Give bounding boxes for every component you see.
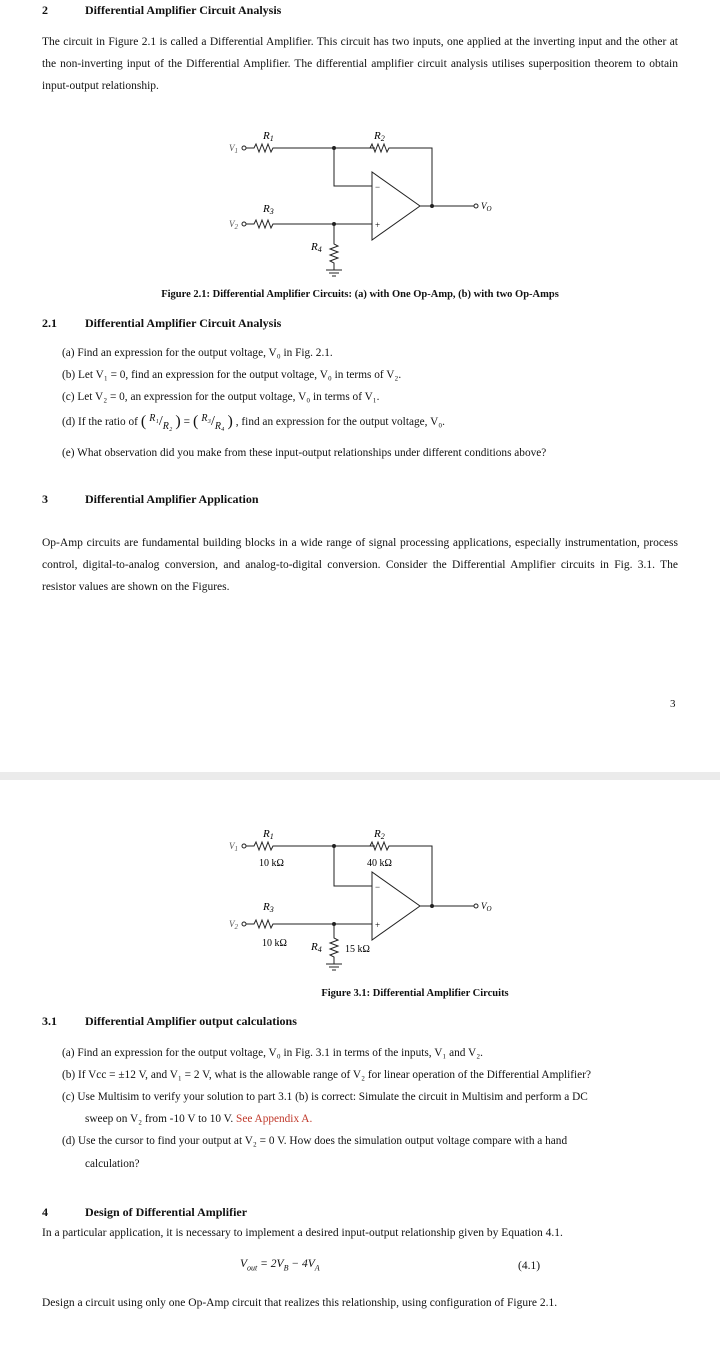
svg-text:10 kΩ: 10 kΩ xyxy=(259,858,284,869)
svg-text:R3: R3 xyxy=(263,901,274,914)
section-4-paragraph: In a particular application, it is necessary to implement a desired input-output relationship given by Equation 4.1. xyxy=(42,1227,563,1239)
svg-text:R2: R2 xyxy=(374,828,385,841)
svg-text:VO: $V_O$ xyxy=(481,901,492,913)
svg-text:V2: $V_2$ xyxy=(229,219,238,231)
question-b: (b) Let V₁ = 0, find an expression for the output voltage, V₀ in terms of V₂. xyxy=(62,369,402,381)
r1-resistor xyxy=(246,842,375,850)
svg-text:V1: $V_1$ xyxy=(229,143,238,155)
svg-text:R4: R4 xyxy=(311,941,322,954)
r2-resistor xyxy=(370,144,432,206)
section-title: Differential Amplifier Application xyxy=(85,492,259,506)
question-a: (a) Find an expression for the output voltage, V₀ in Fig. 2.1. xyxy=(62,347,333,359)
question-d-prefix: (d) If the ratio of xyxy=(62,416,138,428)
question-d-suffix: , find an expression for the output voltage, V₀. xyxy=(235,416,445,428)
question-d: (d) If the ratio of ( R₁ / R₂ ) = ( R₃ / R₄ ) , find an expression for the output voltage, V₀. xyxy=(62,412,445,432)
svg-text:R1: R1 xyxy=(263,828,274,841)
v1-terminal xyxy=(242,844,246,848)
ratio-r1-r2: R₁ / R₂ xyxy=(149,412,173,432)
subsection-title: Differential Amplifier output calculations xyxy=(85,1014,297,1028)
subsection-title: Differential Amplifier Circuit Analysis xyxy=(85,316,282,330)
figure-3-1-circuit xyxy=(0,820,720,990)
svg-text:R2: R2 xyxy=(374,130,385,143)
svg-text:R3: R3 xyxy=(263,203,274,216)
svg-text:VO: $V_O$ xyxy=(481,201,492,213)
v2-terminal xyxy=(242,222,246,226)
r2-resistor xyxy=(370,842,432,906)
svg-text:V1: $V_1$ xyxy=(229,841,238,853)
figure-caption: Figure 2.1: Differential Amplifier Circuits: (a) with One Op-Amp, (b) with two Op-Amps xyxy=(161,289,559,300)
equation-4-1: $V_{out} = 2V_B - 4V_A$ xyxy=(240,1258,320,1273)
figure-caption: Figure 3.1: Differential Amplifier Circuits xyxy=(321,988,509,999)
document-page-2 xyxy=(0,780,720,1352)
section-number: 2 xyxy=(42,3,48,17)
section-4-design-text: Design a circuit using only one Op-Amp circuit that realizes this relationship, using configuration of Figure 2.1. xyxy=(42,1297,558,1309)
figure-2-1-circuit xyxy=(0,110,720,285)
vo-terminal xyxy=(474,204,478,208)
intro-paragraph: The circuit in Figure 2.1 is called a Differential Amplifier. This circuit has two inputs, one applied at the inverting input and the other at the non-inverting input of the Differential Amplifier. The differential amplifier circuit analysis utilises superposition theorem to obtain input-output relationship. xyxy=(42,36,678,92)
section-number: 4 xyxy=(42,1205,48,1219)
r3-resistor xyxy=(246,220,372,228)
r1-resistor xyxy=(246,144,375,152)
ratio-r3-r4: R₃ / R₄ xyxy=(201,412,225,432)
vo-terminal xyxy=(474,904,478,908)
subsection-number: 3.1 xyxy=(42,1014,57,1028)
svg-text:V2: $V_2$ xyxy=(229,919,238,931)
section-title: Design of Differential Amplifier xyxy=(85,1205,248,1219)
r4-resistor xyxy=(330,224,338,270)
v1-terminal xyxy=(242,146,246,150)
v2-terminal xyxy=(242,922,246,926)
question-c-line-2: sweep on V₂ from -10 V to 10 V. See Appendix A. xyxy=(85,1113,313,1125)
question-c-line-1: (c) Use Multisim to verify your solution to part 3.1 (b) is correct: Simulate the circuit in Multisim and perform a DC xyxy=(62,1091,588,1103)
svg-text:R4: R4 xyxy=(311,241,322,254)
question-e: (e) What observation did you make from these input-output relationships under different conditions above? xyxy=(62,447,547,459)
svg-text:10 kΩ: 10 kΩ xyxy=(262,938,287,949)
section-3-paragraph: Op-Amp circuits are fundamental building blocks in a wide range of signal processing applications, especially instrumentation, process control, digital-to-analog conversion, and analog-to-digital conversion. Consider the Differential Amplifier circuits in Fig. 3.1. The resistor values are shown on the Figures. xyxy=(42,537,678,593)
page-number: 3 xyxy=(670,698,676,710)
r4-resistor xyxy=(330,924,338,964)
section-number: 3 xyxy=(42,492,48,506)
question-d-line-1: (d) Use the cursor to find your output at V₂ = 0 V. How does the simulation output voltage compare with a hand xyxy=(62,1135,568,1147)
question-d-line-2: calculation? xyxy=(85,1158,140,1170)
question-c: (c) Let V₂ = 0, an expression for the output voltage, V₀ in terms of V₁. xyxy=(62,391,380,403)
svg-text:15 kΩ: 15 kΩ xyxy=(345,944,370,955)
svg-text:R1: R1 xyxy=(263,130,274,143)
ground-symbol xyxy=(326,270,342,276)
question-a: (a) Find an expression for the output voltage, V₀ in Fig. 3.1 in terms of the inputs, V₁ and V₂. xyxy=(62,1047,483,1059)
section-title: Differential Amplifier Circuit Analysis xyxy=(85,3,282,17)
subsection-number: 2.1 xyxy=(42,316,57,330)
ground-symbol xyxy=(326,964,342,970)
equation-number: (4.1) xyxy=(518,1260,541,1272)
appendix-a-link[interactable]: See Appendix A. xyxy=(236,1113,313,1125)
question-b: (b) If Vcc = ±12 V, and V₁ = 2 V, what is the allowable range of V₂ for linear operation of the Differential Amplifier? xyxy=(62,1069,591,1081)
svg-text:−: − xyxy=(375,882,381,892)
svg-text:+: + xyxy=(375,920,381,930)
svg-text:+: + xyxy=(375,220,381,230)
svg-text:40 kΩ: 40 kΩ xyxy=(367,858,392,869)
svg-text:−: − xyxy=(375,182,381,192)
r3-resistor xyxy=(246,920,372,928)
